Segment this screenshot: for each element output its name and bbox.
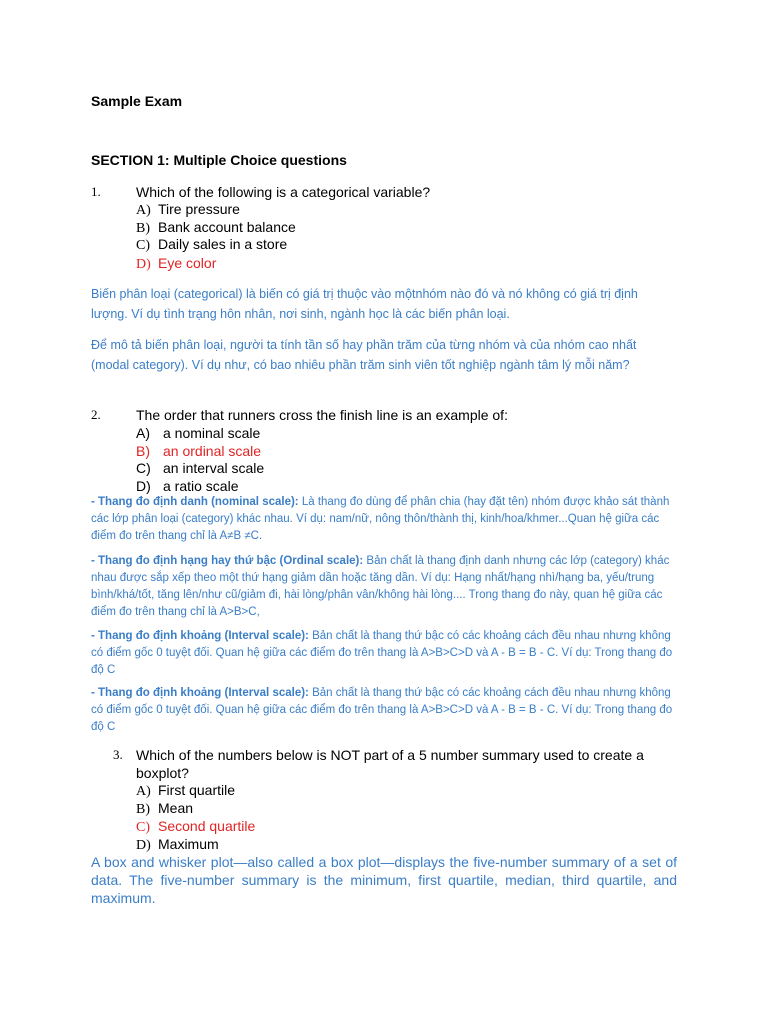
question-text: Which of the numbers below is NOT part of a 5 number summary used to create a boxplot? xyxy=(136,747,644,781)
q2-option-c: C) an interval scale xyxy=(136,460,265,476)
document-title: Sample Exam xyxy=(91,93,183,109)
question-text: Which of the following is a categorical variable? xyxy=(136,184,431,200)
question-number: 3. xyxy=(113,747,123,762)
q3-explanation: A box and whisker plot—also called a box plot—displays the five-number summary of a set of data. The five-number summary is the minimum, first quartile, median, third quartile, and maximum. xyxy=(91,854,677,906)
q3-option-c-answer: C) Second quartile xyxy=(136,818,256,835)
question-2 xyxy=(0,405,768,425)
question-text: The order that runners cross the finish line is an example of: xyxy=(136,407,508,423)
question-number: 2. xyxy=(91,407,101,422)
q3-option-a: A) First quartile xyxy=(136,782,236,799)
q2-note-interval-1: - Thang đo định khoảng (Interval scale): Bản chất là thang thứ bậc có các khoảng cách đều nhau nhưng không có điểm gốc 0 tuyệt đối. Quan hệ giữa các điểm đo trên thang là A>B>C>D và A - B = B - C. Ví dụ: Trong thang đo độ C xyxy=(91,630,673,676)
q1-option-a: A) Tire pressure xyxy=(136,201,240,218)
question-3 xyxy=(0,745,768,785)
q1-explanation-2: Để mô tả biến phân loại, người ta tính tần số hay phần trăm của từng nhóm và của nhóm cao nhất (modal category). Ví dụ như, có bao nhiêu phần trăm sinh viên tốt nghiệp ngành tâm lý mỗi năm? xyxy=(91,338,637,372)
q2-option-b-answer: B) an ordinal scale xyxy=(136,443,262,459)
q1-option-b: B) Bank account balance xyxy=(136,219,296,236)
q3-option-b: B) Mean xyxy=(136,800,194,817)
q2-note-nominal: - Thang đo định danh (nominal scale): Là thang đo dùng để phân chia (hay đặt tên) nhóm được khảo sát thành các lớp phân loại (category) khác nhau. Ví dụ: nam/nữ, nông thôn/thành thị, kinh/hoa/khmer...Quan hệ giữa các điểm đo trên thang chỉ là A≠B ≠C. xyxy=(91,496,670,542)
q2-note-ordinal: - Thang đo định hạng hay thứ bậc (Ordinal scale): Bản chất là thang định danh nhưng các lớp (category) khác nhau được sắp xếp theo một thứ hạng giảm dần hoặc tăng dần. Ví dụ: Hạng nhất/hạng nhì/hạng ba, yếu/trung bình/khá/tốt, tăng lên/như cũ/giảm đi, hài lòng/phân vân/không hài lòng.... Trong thang đo này, quan hệ giữa các điểm đo trên thang chỉ là A>B>C, xyxy=(91,555,670,618)
q3-option-d: D) Maximum xyxy=(136,836,219,853)
q1-option-d-answer: D) Eye color xyxy=(136,255,217,272)
q1-explanation-1: Biến phân loại (categorical) là biến có giá trị thuộc vào mộtnhóm nào đó và nó không có giá trị định lượng. Ví dụ tình trạng hôn nhân, nơi sinh, ngành học là các biến phân loại. xyxy=(91,287,638,321)
q2-note-interval-2: - Thang đo định khoảng (Interval scale): Bản chất là thang thứ bậc có các khoảng cách đều nhau nhưng không có điểm gốc 0 tuyệt đối. Quan hệ giữa các điểm đo trên thang là A>B>C>D và A - B = B - C. Ví dụ: Trong thang đo độ C xyxy=(91,687,673,733)
question-1 xyxy=(0,182,768,202)
question-number: 1. xyxy=(91,184,101,199)
q1-option-c: C) Daily sales in a store xyxy=(136,236,288,253)
q2-option-d: D) a ratio scale xyxy=(136,478,239,494)
q2-option-a: A) a nominal scale xyxy=(136,425,261,441)
section-heading: SECTION 1: Multiple Choice questions xyxy=(91,152,347,168)
